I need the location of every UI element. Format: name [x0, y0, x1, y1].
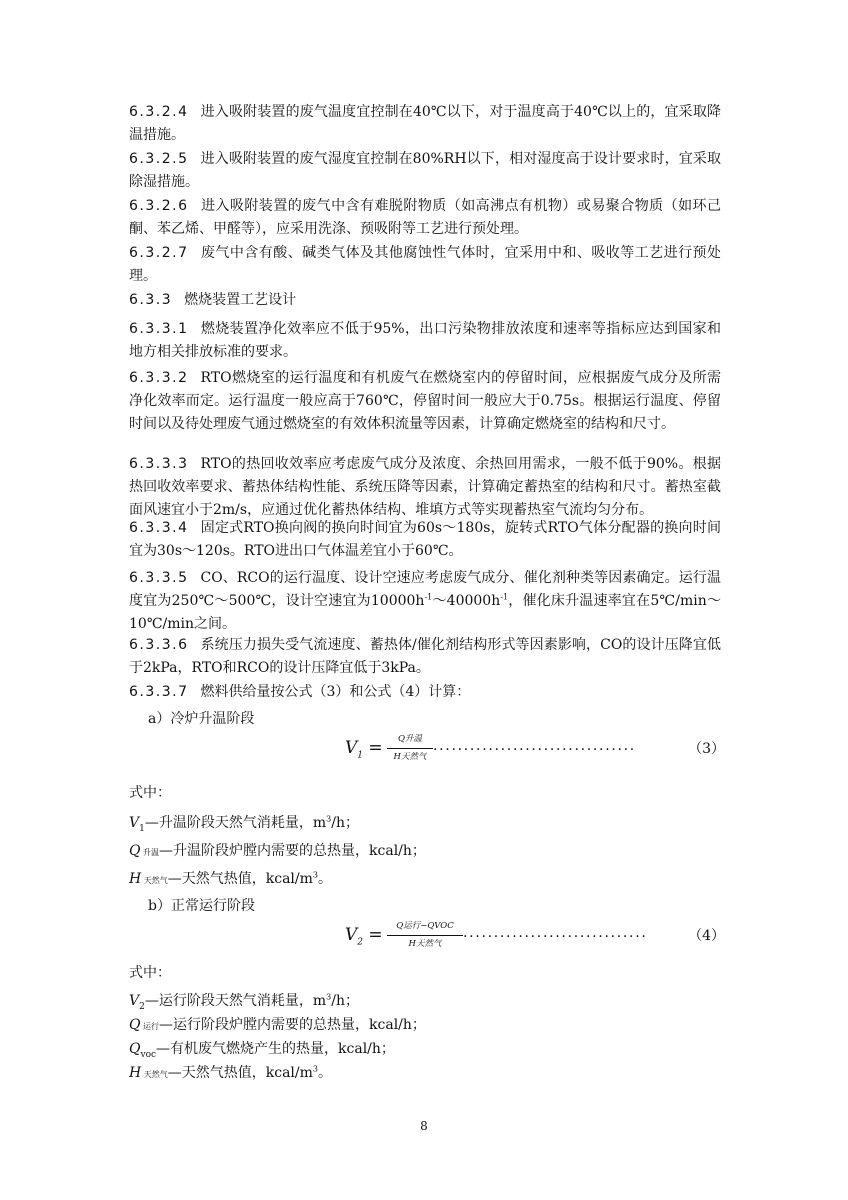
clause-number: 6.3.2.5: [129, 151, 189, 167]
clause-text-part: ，催化床升温速率宜在5℃/min～10℃/min之间。: [129, 593, 721, 632]
clause-text: 进入吸附装置的废气湿度宜控制在80%RH以下，相对湿度高于设计要求时，宜采取除湿措施。: [129, 151, 721, 190]
formula-3: [345, 730, 725, 774]
clause-number: 6.3.3.2: [129, 370, 189, 386]
stage-b-heading: b）正常运行阶段: [148, 898, 255, 914]
formula-numerator: Q升温: [398, 734, 422, 744]
superscript: -1: [424, 592, 433, 602]
clause-text-part: CO、RCO的运行温度、设计空速应考虑废气成分、催化剂种类等因素确定。运行温度宜为250℃～500℃，设计空速宜为10000h: [129, 570, 721, 609]
clause-text: 燃烧装置净化效率应不低于95%，出口污染物排放浓度和速率等指标应达到国家和地方相关排放标准的要求。: [129, 321, 721, 360]
formula-denominator: H天然气: [408, 939, 442, 949]
definition-h-natural-gas: H 天然气—天然气热值，kcal/$m^3$。: [129, 1064, 332, 1081]
formula-lhs: $V_1$ =: [345, 738, 383, 761]
clause-6-3-2-7: [129, 242, 721, 288]
formula-fraction: [387, 917, 463, 952]
where-label: 式中：: [129, 785, 171, 801]
page-number: 8: [420, 1119, 428, 1133]
clause-6-3-3-1: [129, 318, 721, 364]
definition-q-operating: Q 运行—运行阶段炉膛内需要的总热量，kcal/h；: [129, 1017, 426, 1033]
definition-v2: $V_2—$运行阶段天然气消耗量，$m^3/h$；: [129, 992, 359, 1012]
clause-number: 6.3.3.7: [129, 684, 189, 700]
definition-v1: $V_1—$升温阶段天然气消耗量，$m^3/h$；: [129, 814, 359, 834]
formula-fraction: [387, 730, 433, 765]
clause-text: 固定式RTO换向阀的换向时间宜为60s～180s，旋转式RTO气体分配器的换向时间宜为30s～120s。RTO进出口气体温差宜小于60℃。: [129, 520, 721, 559]
clause-6-3-2-6: [129, 195, 721, 241]
clause-number: 6.3.2.7: [129, 245, 189, 261]
clause-6-3-3-2: [129, 367, 721, 436]
clause-number: 6.3.3: [129, 292, 173, 308]
clause-text: 系统压力损失受气流速度、蓄热体/催化剂结构形式等因素影响，CO的设计压降宜低于2kPa，RTO和RCO的设计压降宜低于3kPa。: [129, 637, 721, 676]
clause-number: 6.3.3.6: [129, 637, 189, 653]
stage-a-heading: a）冷炉升温阶段: [148, 711, 255, 727]
clause-text: RTO的热回收效率应考虑废气成分及浓度、余热回用需求，一般不低于90%。根据热回收效率要求、蓄热体结构性能、系统压降等因素，计算确定蓄热室的结构和尺寸。蓄热室截面风速宜小于2m/s，应通过优化蓄热体结构、堆填方式等实现蓄热室气流均匀分布。: [129, 456, 721, 518]
formula-numerator: Q运行−QVOC: [396, 921, 454, 931]
formula-lhs: $V_2$ =: [345, 925, 383, 948]
formula-denominator: H天然气: [393, 752, 427, 762]
clause-6-3-3-3: [129, 453, 721, 522]
clause-number: 6.3.3.4: [129, 520, 189, 536]
clause-text-part: ～40000h: [432, 593, 501, 609]
equation-number: （4）: [688, 928, 725, 944]
clause-text: 进入吸附装置的废气温度宜控制在40℃以下，对于温度高于40℃以上的，宜采取降温措施。: [129, 104, 721, 143]
definition-h-natural-gas: H 天然气—天然气热值，kcal/$m^3$。: [129, 870, 332, 887]
equation-number: （3）: [688, 741, 725, 757]
formula-4: [345, 917, 725, 961]
clause-6-3-3-7: [129, 681, 721, 704]
clause-number: 6.3.2.6: [129, 198, 189, 214]
clause-text: 废气中含有酸、碱类气体及其他腐蚀性气体时，宜采用中和、吸收等工艺进行预处理。: [129, 245, 721, 284]
section-heading-6-3-3: [129, 289, 721, 312]
clause-text: 燃料供给量按公式（3）和公式（4）计算：: [200, 684, 471, 700]
definition-q-voc: $Q_{voc}—$有机废气燃烧产生的热量，kcal/h；: [129, 1041, 395, 1060]
clause-6-3-3-5: [129, 567, 721, 636]
clause-6-3-3-4: [129, 517, 721, 563]
clause-text: RTO燃烧室的运行温度和有机废气在燃烧室内的停留时间，应根据废气成分及所需净化效率而定。运行温度一般应高于760℃，停留时间一般应大于0.75s。根据运行温度、停留时间以及待处理废气通过燃烧室的有效体积流量等因素，计算确定燃烧室的结构和尺寸。: [129, 370, 721, 432]
clause-number: 6.3.3.1: [129, 321, 189, 337]
leader-dots: ..............................: [463, 925, 648, 941]
clause-6-3-2-4: [129, 101, 721, 147]
clause-number: 6.3.3.3: [129, 456, 189, 472]
leader-dots: .................................: [433, 738, 636, 754]
definition-q-heating: Q 升温—升温阶段炉膛内需要的总热量，kcal/h；: [129, 843, 426, 859]
clause-text: 进入吸附装置的废气中含有难脱附物质（如高沸点有机物）或易聚合物质（如环己酮、苯乙烯、甲醛等），应采用洗涤、预吸附等工艺进行预处理。: [129, 198, 721, 237]
where-label: 式中：: [129, 965, 171, 981]
clause-6-3-2-5: [129, 148, 721, 194]
clause-6-3-3-6: [129, 634, 721, 680]
clause-number: 6.3.3.5: [129, 570, 189, 586]
superscript: -1: [500, 592, 509, 602]
clause-text: 燃烧装置工艺设计: [184, 292, 297, 308]
clause-number: 6.3.2.4: [129, 104, 189, 120]
